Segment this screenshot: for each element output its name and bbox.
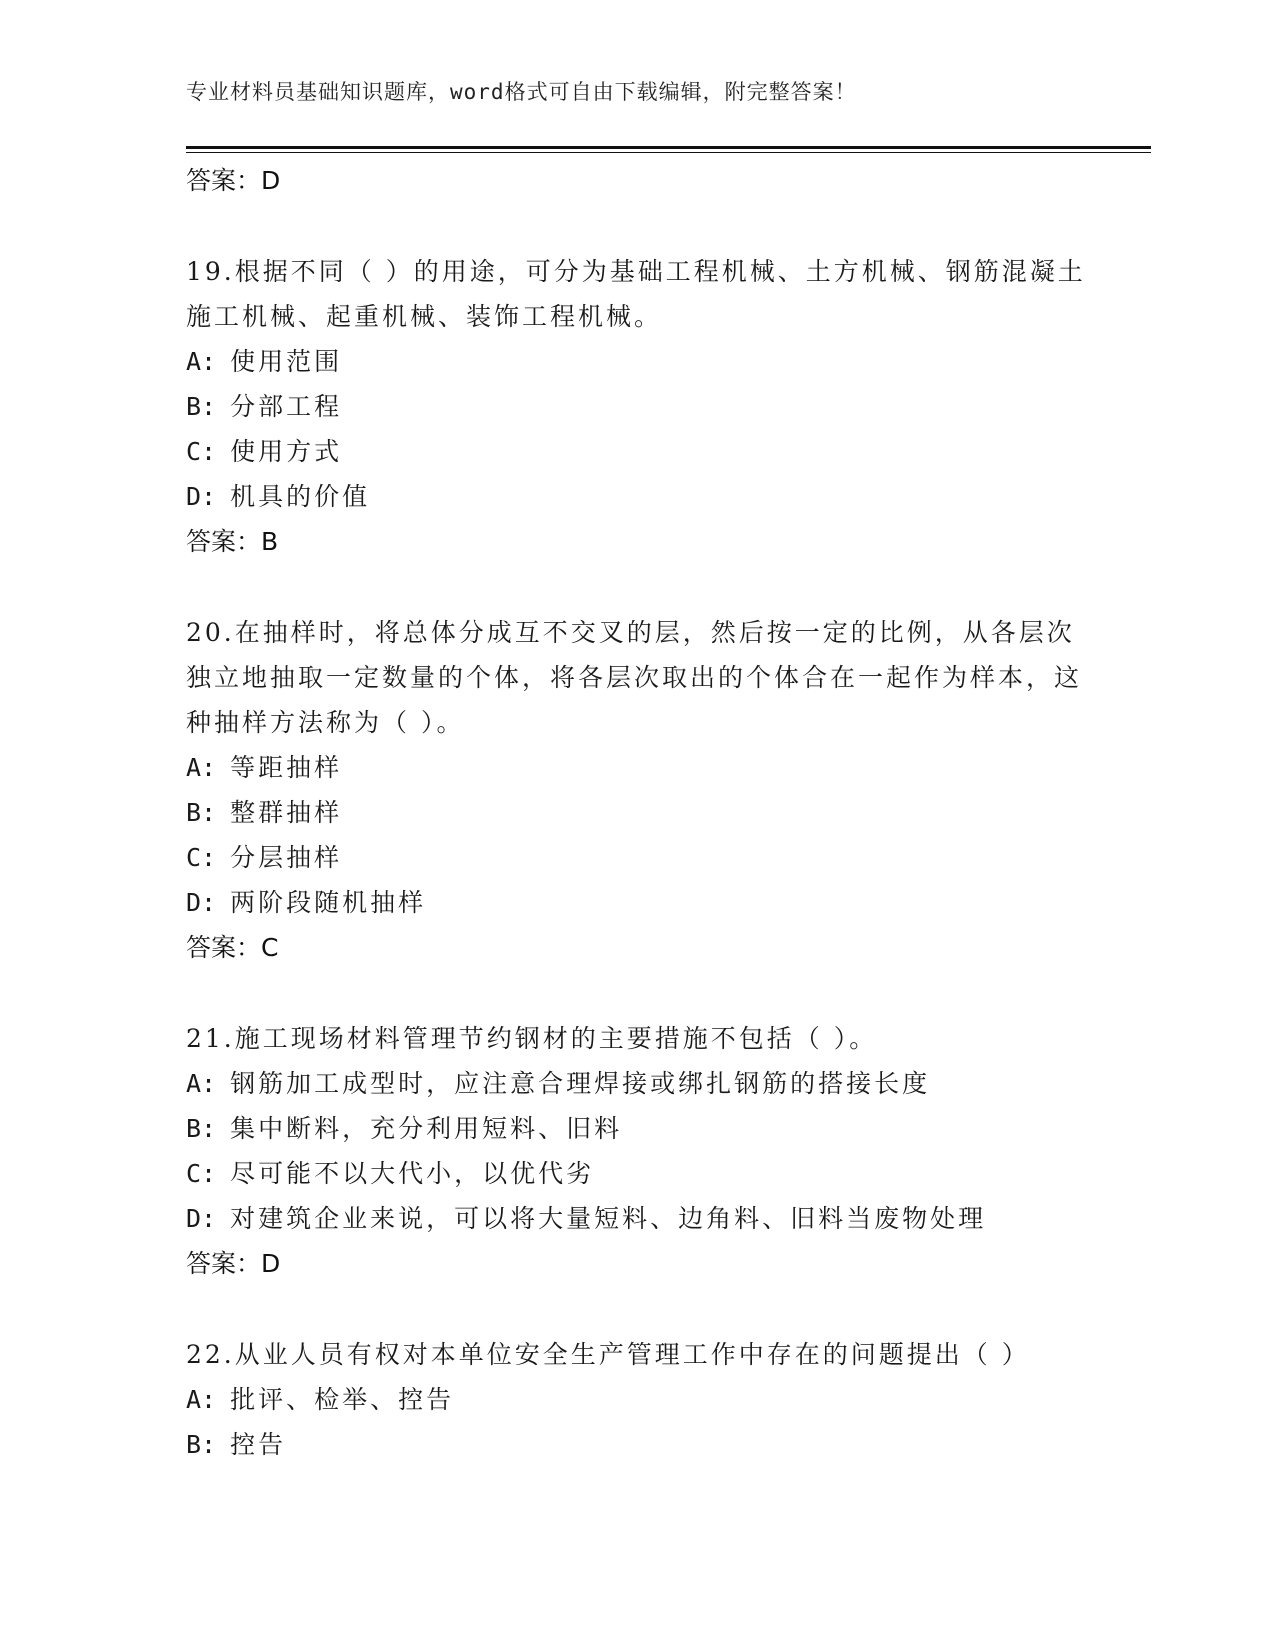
option-a [186, 1061, 1086, 1106]
question-number: 21. [186, 1024, 235, 1053]
option-b [186, 790, 1086, 835]
question-number: 19. [186, 257, 235, 286]
question-22 [186, 1332, 1086, 1467]
option-key: C: [186, 437, 217, 466]
option-c [186, 429, 1086, 474]
option-text: 控告 [230, 1430, 287, 1459]
option-key: C: [186, 1159, 217, 1188]
option-d [186, 474, 1086, 519]
page-header: 专业材料员基础知识题库，word格式可自由下载编辑，附完整答案！ [186, 80, 857, 104]
question-19 [186, 249, 1086, 564]
option-a [186, 745, 1086, 790]
option-key: D: [186, 888, 217, 917]
header-rule-thin [186, 152, 1151, 153]
option-text: 使用范围 [230, 347, 343, 376]
header-rule-thick [186, 146, 1151, 149]
option-b [186, 1422, 1086, 1467]
option-key: A: [186, 1069, 217, 1098]
option-text: 钢筋加工成型时，应注意合理焊接或绑扎钢筋的搭接长度 [230, 1069, 931, 1098]
option-text: 机具的价值 [230, 482, 371, 511]
option-key: A: [186, 1385, 217, 1414]
option-key: C: [186, 843, 217, 872]
option-text: 分层抽样 [230, 843, 343, 872]
option-text: 集中断料，充分利用短料、旧料 [230, 1114, 623, 1143]
question-text [186, 249, 1086, 339]
option-b [186, 1106, 1086, 1151]
option-key: A: [186, 753, 217, 782]
answer-line: 答案：C [186, 933, 279, 962]
option-key: B: [186, 1114, 217, 1143]
option-b [186, 384, 1086, 429]
question-number: 20. [186, 618, 235, 647]
answer-line: 答案：B [186, 527, 279, 556]
option-key: D: [186, 482, 217, 511]
option-c [186, 1151, 1086, 1196]
option-key: D: [186, 1204, 217, 1233]
question-text [186, 610, 1086, 745]
option-text: 两阶段随机抽样 [230, 888, 427, 917]
option-text: 尽可能不以大代小，以优代劣 [230, 1159, 595, 1188]
option-key: B: [186, 798, 217, 827]
question-stem: 施工现场材料管理节约钢材的主要措施不包括（ ）。 [234, 1024, 878, 1053]
option-text: 批评、检举、控告 [230, 1385, 455, 1414]
option-d [186, 1196, 1086, 1241]
option-a [186, 1377, 1086, 1422]
question-stem: 在抽样时，将总体分成互不交叉的层，然后按一定的比例，从各层次独立地抽取一定数量的个体，将各层次取出的个体合在一起作为样本，这种抽样方法称为（ ）。 [186, 618, 1083, 737]
option-text: 对建筑企业来说，可以将大量短料、边角料、旧料当废物处理 [230, 1204, 987, 1233]
answer-line: 答案：D [186, 1249, 281, 1278]
question-text [186, 1016, 1086, 1061]
previous-answer: 答案：D [186, 166, 281, 195]
option-key: B: [186, 392, 217, 421]
option-text: 使用方式 [230, 437, 343, 466]
question-list [186, 158, 1086, 1467]
question-stem: 根据不同（ ）的用途，可分为基础工程机械、土方机械、钢筋混凝土施工机械、起重机械、装饰工程机械。 [186, 257, 1086, 331]
option-key: B: [186, 1430, 217, 1459]
option-text: 整群抽样 [230, 798, 343, 827]
question-number: 22. [186, 1340, 235, 1369]
option-d [186, 880, 1086, 925]
option-text: 等距抽样 [230, 753, 343, 782]
question-stem: 从业人员有权对本单位安全生产管理工作中存在的问题提出（ ） [234, 1340, 1030, 1369]
question-20 [186, 610, 1086, 970]
option-text: 分部工程 [230, 392, 343, 421]
option-a [186, 339, 1086, 384]
question-text [186, 1332, 1086, 1377]
option-c [186, 835, 1086, 880]
question-21 [186, 1016, 1086, 1286]
option-key: A: [186, 347, 217, 376]
